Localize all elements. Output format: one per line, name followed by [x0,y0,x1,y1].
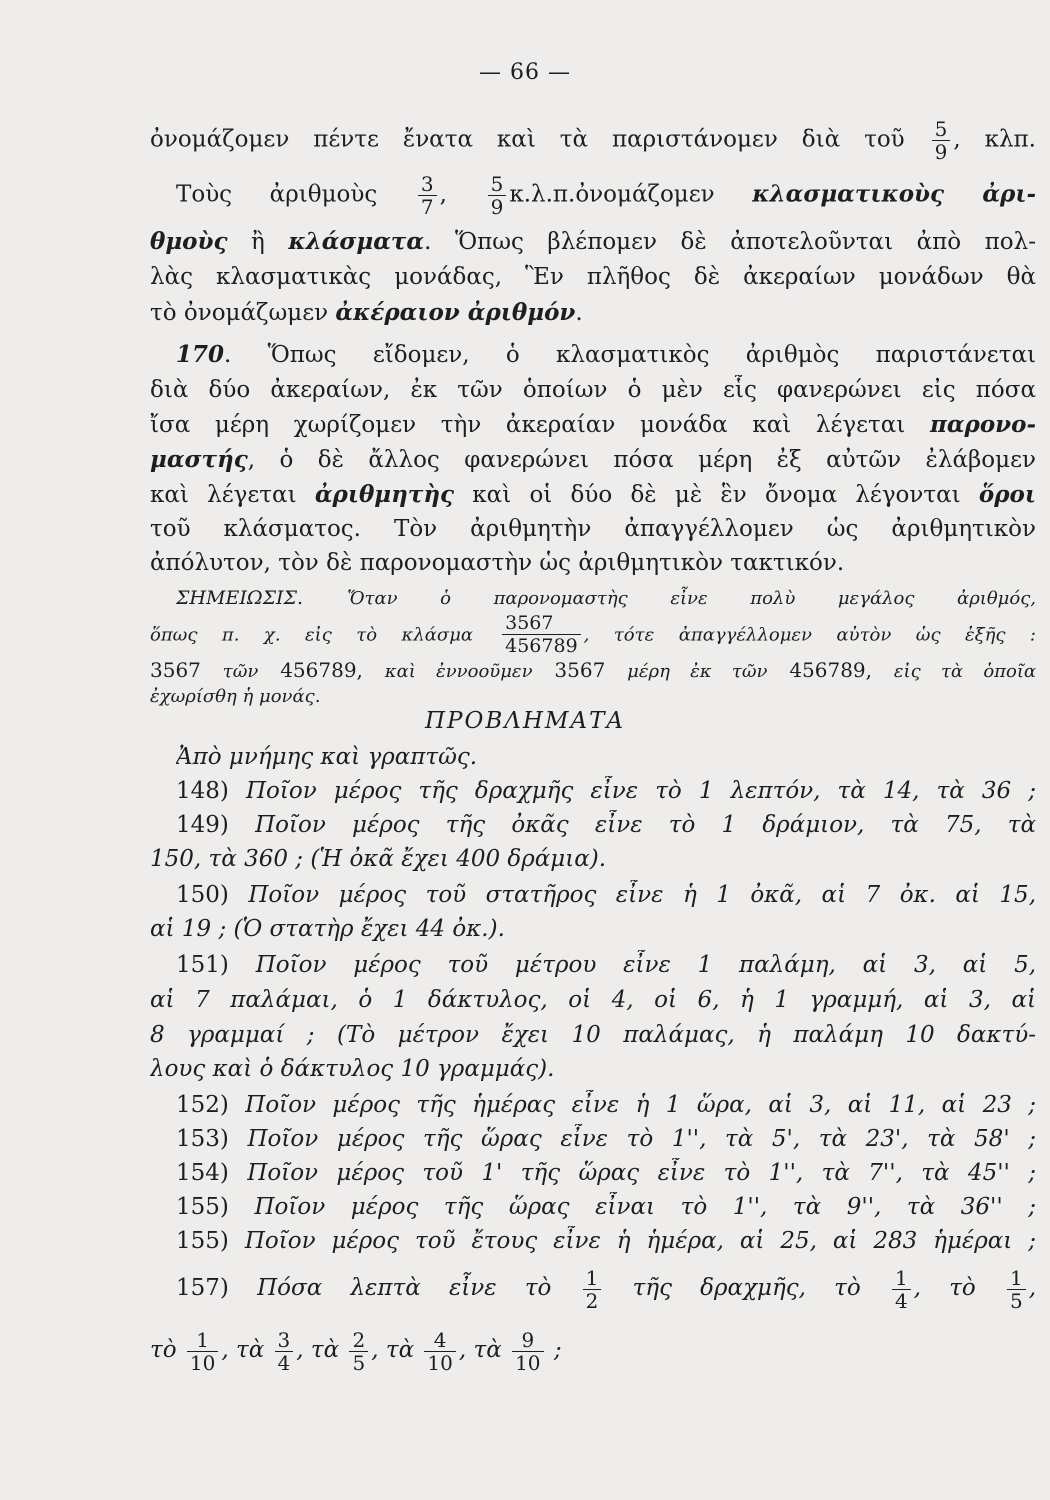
fraction: $\frac{3}{4}$ [275,1329,294,1374]
problem-155: 155) Ποῖον μέρος τῆς ὥρας εἶναι τὸ 1'', τὰ 9'', τὰ 36'' ; [176,1194,1036,1220]
text-line: μαστής, ὁ δὲ ἄλλος φανερώνει πόσα μέρη ἐξ αὐτῶν ἐλάβομεν [150,446,1036,473]
note-label: ΣΗΜΕΙΩΣΙΣ. [176,587,303,609]
term-terms: ὅροι [978,481,1036,508]
fraction: $\frac{1}{4}$ [892,1267,911,1312]
problem-148: 148) Ποῖον μέρος τῆς δραχμῆς εἶνε τὸ 1 λεπτόν, τὰ 14, τὰ 36 ; [176,778,1036,804]
fraction: $\frac{3}{7}$ [418,173,437,218]
page-number: — 66 — [479,60,571,85]
text-line: καὶ λέγεται ἀριθμητὴς καὶ οἱ δύο δὲ μὲ ἓν ὄνομα λέγονται ὅροι [150,481,1036,508]
problem-149: 149) Ποῖον μέρος τῆς ὀκᾶς εἶνε τὸ 1 δράμιον, τὰ 75, τὰ [176,812,1036,838]
text-line: λὰς κλασματικὰς μονάδας, Ἓν πλῆθος δὲ ἀκεραίων μονάδων θὰ [150,264,1036,290]
problem-154: 154) Ποῖον μέρος τοῦ 1' τῆς ὥρας εἶνε τὸ 1'', τὰ 7'', τὰ 45'' ; [176,1160,1036,1186]
fraction: $\frac{4}{10}$ [424,1329,455,1374]
text-line: Τοὺς ἀριθμοὺς $\frac{3}{7}$ , $\frac{5}{9}$ κ.λ.π.ὀνομάζομεν κλασματικοὺς ἀρι- [176,173,1036,218]
text-line: ἴσα μέρη χωρίζομεν τὴν ἀκεραίαν μονάδα καὶ λέγεται παρονο- [150,411,1036,438]
problems-subtitle: Ἀπὸ μνήμης καὶ γραπτῶς. [176,744,478,770]
note-line: ΣΗΜΕΙΩΣΙΣ. Ὅταν ὁ παρονομαστὴς εἶνε πολὺ μεγάλος ἀριθμός, [176,587,1036,609]
fraction: $\frac{9}{10}$ [512,1329,543,1374]
problem-151: 151) Ποῖον μέρος τοῦ μέτρου εἶνε 1 παλάμη, αἱ 3, αἱ 5, [176,952,1036,978]
fraction: $\frac{3567}{456789}$ [502,612,581,657]
problem-151-cont: αἱ 7 παλάμαι, ὁ 1 δάκτυλος, οἱ 4, οἱ 6, ἡ 1 γραμμή, αἱ 3, αἱ [150,987,1036,1013]
term-integer: ἀκέραιον ἀριθμόν [335,299,576,326]
problem-152: 152) Ποῖον μέρος τῆς ἡμέρας εἶνε ἡ 1 ὥρα, αἱ 3, αἱ 11, αἱ 23 ; [176,1092,1036,1118]
text-line: ὀνομάζομεν πέντε ἔνατα καὶ τὰ παριστάνομεν διὰ τοῦ $\frac{5}{9}$ , κλπ. [150,118,1036,163]
fraction: $\frac{1}{5}$ [1007,1267,1026,1312]
text-line: θμοὺς ἢ κλάσματα. Ὅπως βλέπομεν δὲ ἀποτελοῦνται ἀπὸ πολ- [150,228,1036,255]
text-line: διὰ δύο ἀκεραίων, ἐκ τῶν ὁποίων ὁ μὲν εἷς φανερώνει εἰς πόσα [150,377,1036,403]
problems-title: ΠΡΟΒΛΗΜΑΤΑ [424,708,626,734]
fraction: $\frac{1}{10}$ [187,1329,218,1374]
problem-150: 150) Ποῖον μέρος τοῦ στατῆρος εἶνε ἡ 1 ὀκᾶ, αἱ 7 ὀκ. αἱ 15, [176,882,1036,908]
problem-150-cont: αἱ 19 ; (Ὁ στατὴρ ἔχει 44 ὀκ.). [150,916,505,942]
text-line: ἀπόλυτον, τὸν δὲ παρονομαστὴν ὡς ἀριθμητικὸν τακτικόν. [150,550,845,576]
fraction: $\frac{5}{9}$ [488,173,507,218]
text-line: τοῦ κλάσματος. Τὸν ἀριθμητὴν ἀπαγγέλλομεν ὡς ἀριθμητικὸν [150,516,1036,542]
problem-149-cont: 150, τὰ 360 ; (Ἡ ὀκᾶ ἔχει 400 δράμια). [150,846,607,872]
text-line: τὸ ὀνομάζωμεν ἀκέραιον ἀριθμόν. [150,299,583,326]
note-line: ὅπως π. χ. εἰς τὸ κλάσμα $\frac{3567}{456789}$ , τότε ἀπαγγέλλομεν αὐτὸν ὡς ἑξῆς : [150,612,1036,657]
problem-157-cont: τὸ $\frac{1}{10}$ , τὰ $\frac{3}{4}$ , τὰ $\frac{2}{5}$ , τὰ $\frac{4}{10}$ , τὰ $\frac{9}{10}$ ; [150,1327,562,1375]
term-numerator: ἀριθμητὴς [314,481,455,508]
section-number: 170 [176,341,225,368]
problem-153: 153) Ποῖον μέρος τῆς ὥρας εἶνε τὸ 1'', τὰ 5', τὰ 23', τὰ 58' ; [176,1126,1036,1152]
fraction: $\frac{1}{2}$ [583,1267,602,1312]
fraction: $\frac{5}{9}$ [932,118,951,163]
term-fractional-numbers: κλασματικοὺς ἀρι- [752,180,1036,208]
fraction: $\frac{2}{5}$ [349,1329,368,1374]
problem-151-cont: λους καὶ ὁ δάκτυλος 10 γραμμάς). [150,1056,555,1082]
problem-157: 157) Πόσα λεπτὰ εἶνε τὸ $\frac{1}{2}$ τῆς δραχμῆς, τὸ $\frac{1}{4}$ , τὸ $\frac{1}{5}$ , [176,1265,1036,1313]
term-denominator: παρονο- [929,411,1036,438]
problem-151-cont: 8 γραμμαί ; (Τὸ μέτρον ἔχει 10 παλάμας, ἡ παλάμη 10 δακτύ- [150,1022,1036,1048]
note-line: 3567 τῶν 456789, καὶ ἐννοοῦμεν 3567 μέρη ἐκ τῶν 456789, εἰς τὰ ὁποῖα [150,658,1036,682]
note-line: ἐχωρίσθη ἡ μονάς. [150,686,321,707]
term-fractions: κλάσματα [288,228,425,255]
text-line: 170. Ὅπως εἴδομεν, ὁ κλασματικὸς ἀριθμὸς παριστάνεται [176,341,1036,368]
problem-155b: 155) Ποῖον μέρος τοῦ ἔτους εἶνε ἡ ἡμέρα, αἱ 25, αἱ 283 ἡμέραι ; [176,1228,1036,1254]
